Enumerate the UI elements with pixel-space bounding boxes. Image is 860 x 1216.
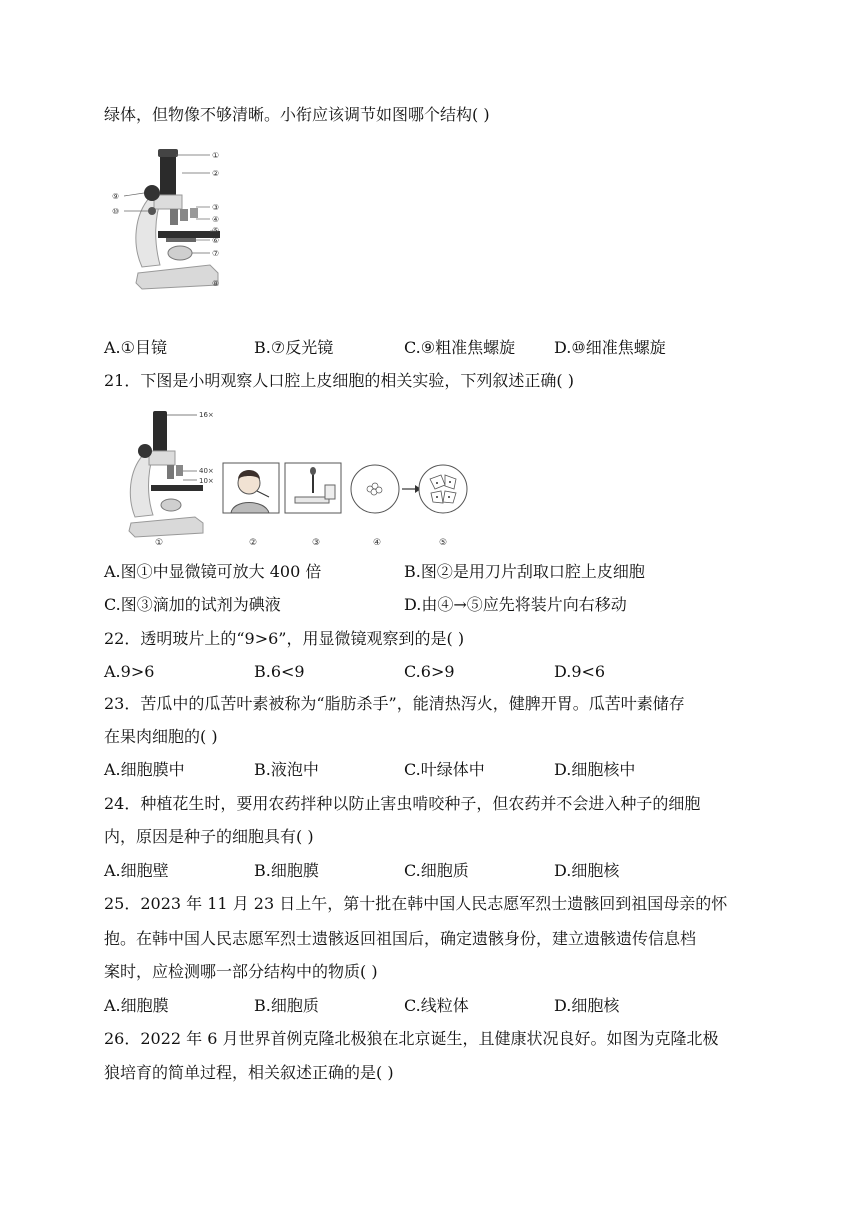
q24-option-d[interactable]: D.细胞核: [554, 861, 620, 880]
q23-option-b[interactable]: B.液泡中: [254, 760, 319, 779]
q21-option-a[interactable]: A.图①中显微镜可放大 400 倍: [104, 562, 322, 581]
q23-option-c[interactable]: C.叶绿体中: [404, 760, 485, 779]
figure-label-9: ⑨: [112, 192, 120, 201]
q23-stem-line1: 23．苦瓜中的瓜苦叶素被称为“脂肪杀手”，能清热泻火，健脾开胃。瓜苦叶素储存: [104, 694, 685, 713]
figure-label-3: ③: [212, 203, 220, 212]
q24-stem-line2: 内，原因是种子的细胞具有( ): [104, 827, 314, 846]
q23-stem-line2: 在果肉细胞的( ): [104, 727, 218, 746]
q25-option-a[interactable]: A.细胞膜: [104, 996, 169, 1015]
q20-option-d[interactable]: D.⑩细准焦螺旋: [554, 338, 666, 357]
figure-label-5: ⑤: [212, 226, 220, 235]
q22-option-a[interactable]: A.9>6: [104, 662, 155, 681]
panel-label-2: ②: [249, 538, 258, 548]
figure-label-1: ①: [212, 151, 220, 160]
q25-stem-line3: 案时，应检测哪一部分结构中的物质( ): [104, 962, 378, 981]
figure-label-6: ⑥: [212, 236, 220, 245]
q21-option-c[interactable]: C.图③滴加的试剂为碘液: [104, 595, 281, 614]
q26-stem-line1: 26．2022 年 6 月世界首例克隆北极狼在北京诞生，且健康状况良好。如图为克隆北极: [104, 1029, 719, 1048]
q24-option-a[interactable]: A.细胞壁: [104, 861, 169, 880]
panel-label-4: ④: [373, 538, 382, 548]
objective-low-label: 10×: [199, 477, 214, 485]
figure-label-7: ⑦: [212, 249, 220, 258]
panel-label-3: ③: [312, 538, 321, 548]
cheek-cell-experiment-figure: [125, 405, 470, 550]
q23-option-d[interactable]: D.细胞核中: [554, 760, 636, 779]
q24-option-b[interactable]: B.细胞膜: [254, 861, 319, 880]
eyepiece-label: 16×: [199, 411, 214, 419]
q22-option-d[interactable]: D.9<6: [554, 662, 606, 681]
q26-stem-line2: 狼培育的简单过程，相关叙述正确的是( ): [104, 1063, 394, 1082]
figure-label-4: ④: [212, 215, 220, 224]
q22-option-b[interactable]: B.6<9: [254, 662, 305, 681]
q25-option-b[interactable]: B.细胞质: [254, 996, 319, 1015]
q24-option-c[interactable]: C.细胞质: [404, 861, 469, 880]
objective-high-label: 40×: [199, 467, 214, 475]
q23-option-a[interactable]: A.细胞膜中: [104, 760, 185, 779]
panel-label-5: ⑤: [439, 538, 448, 548]
q25-stem-line1: 25．2023 年 11 月 23 日上午，第十批在韩中国人民志愿军烈士遗骸回到祖国母亲的怀: [104, 894, 728, 913]
q22-option-c[interactable]: C.6>9: [404, 662, 455, 681]
q21-option-d[interactable]: D.由④→⑤应先将装片向右移动: [404, 595, 627, 614]
microscope-labeled-figure: [110, 145, 240, 295]
q22-stem: 22．透明玻片上的“9>6”，用显微镜观察到的是( ): [104, 629, 465, 648]
q21-stem: 21．下图是小明观察人口腔上皮细胞的相关实验，下列叙述正确( ): [104, 371, 574, 390]
q25-option-d[interactable]: D.细胞核: [554, 996, 620, 1015]
figure-label-2: ②: [212, 169, 220, 178]
q25-stem-line2: 抱。在韩中国人民志愿军烈士遗骸返回祖国后，确定遗骸身份，建立遗骸遗传信息档: [104, 929, 697, 948]
figure-label-10: ⑩: [112, 207, 120, 216]
q24-stem-line1: 24．种植花生时，要用农药拌种以防止害虫啃咬种子，但农药并不会进入种子的细胞: [104, 794, 701, 813]
q21-option-b[interactable]: B.图②是用刀片刮取口腔上皮细胞: [404, 562, 645, 581]
panel-label-1: ①: [155, 538, 164, 548]
q20-option-a[interactable]: A.①目镜: [104, 338, 167, 357]
figure-label-8: ⑧: [212, 279, 220, 288]
q20-option-c[interactable]: C.⑨粗准焦螺旋: [404, 338, 516, 357]
q20-option-b[interactable]: B.⑦反光镜: [254, 338, 334, 357]
q20-stem-tail: 绿体，但物像不够清晰。小衔应该调节如图哪个结构( ): [104, 105, 490, 124]
q25-option-c[interactable]: C.线粒体: [404, 996, 469, 1015]
